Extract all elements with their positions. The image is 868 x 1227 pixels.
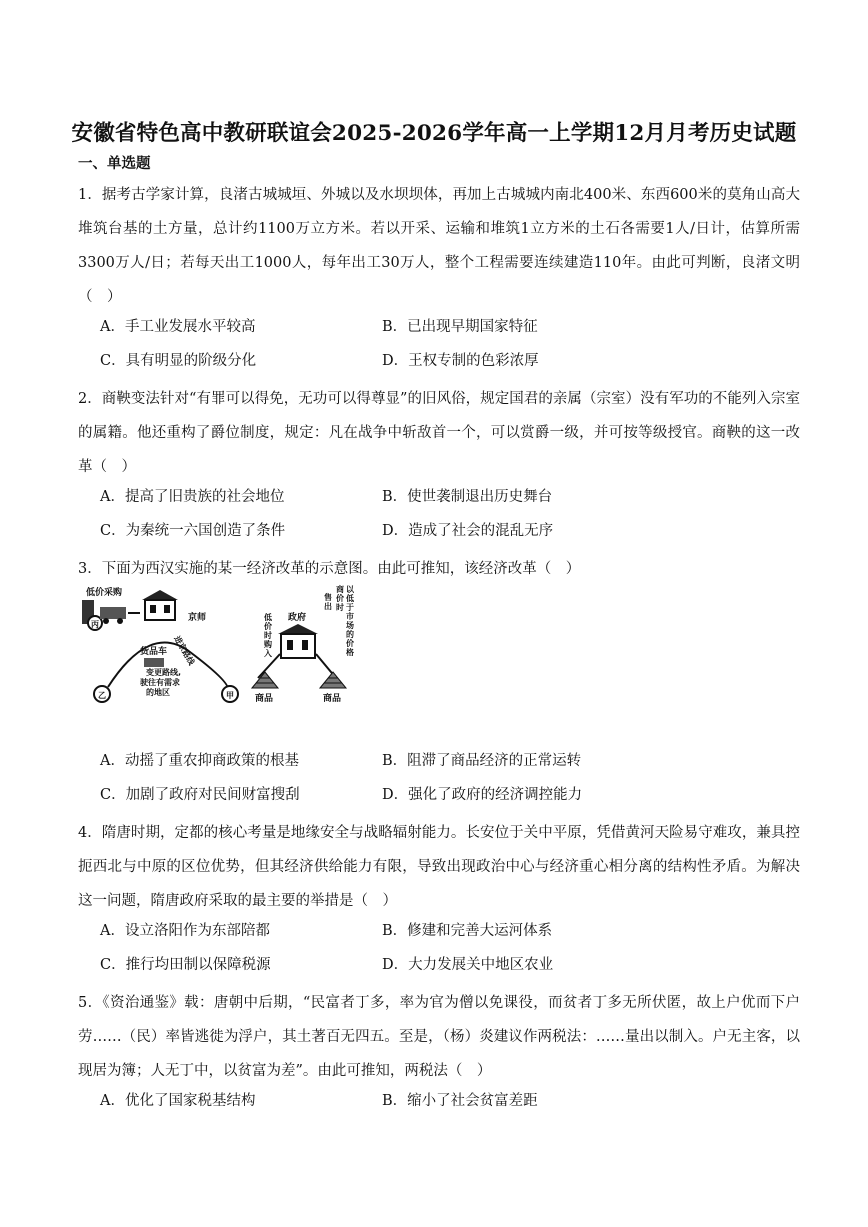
sell-char: 价 — [336, 594, 344, 603]
sell-char: 格 — [346, 648, 354, 657]
ox-cart-icon — [100, 607, 126, 624]
question-5-option-a[interactable]: A．优化了国家税基结构 — [100, 1093, 256, 1109]
goods-pile-left-icon — [252, 672, 278, 688]
sell-high-vertical-text — [324, 584, 355, 657]
buy-low-char: 低 — [264, 613, 272, 622]
question-3-option-b[interactable]: B．阻滞了商品经济的正常运转 — [382, 753, 582, 769]
place-jia-label: 甲 — [226, 691, 234, 700]
place-bing-label: 丙 — [91, 620, 99, 629]
section-heading: 一、单选题 — [78, 155, 151, 172]
question-4-option-a[interactable]: A．设立洛阳作为东部陪都 — [100, 923, 270, 939]
capital-label: 京师 — [188, 613, 207, 623]
sell-char: 于 — [346, 603, 354, 612]
low-buy-label: 低价采购 — [86, 588, 123, 598]
reform-diagram — [80, 582, 360, 705]
question-2-option-a[interactable]: A．提高了旧贵族的社会地位 — [100, 489, 285, 505]
question-5-stem: 5．《资治通鉴》载：唐朝中后期，“民富者丁多，率为官为僧以免课役，而贫者丁多无所伏匿，故上户优而下户劳……（民）率皆逃徙为浮户，其土著百无四五。至是，（杨）炎建议作两税法：……量出以制入。户无主客，以现居为簿；人无丁中，以贫富为差”。由此可推知，两税法（ ） — [78, 995, 800, 1079]
question-4-option-b[interactable]: B．修建和完善大运河体系 — [382, 923, 553, 939]
sell-char: 商 — [336, 585, 344, 594]
place-yi-label: 乙 — [98, 691, 106, 700]
buy-low-char: 价 — [264, 622, 272, 631]
question-1-option-a[interactable]: A．手工业发展水平较高 — [100, 319, 256, 335]
buy-low-char: 入 — [264, 649, 272, 658]
question-4-stem: 4．隋唐时期，定都的核心考量是地缘安全与战略辐射能力。长安位于关中平原，凭借黄河天险易守难攻，兼具控扼西北与中原的区位优势，但其经济供给能力有限，导致出现政治中心与经济重心相分离的结构性矛盾。为解决这一问题，隋唐政府采取的最主要的举措是（ ） — [78, 825, 800, 909]
goods-right-label: 商品 — [323, 694, 342, 704]
change-route-line-2: 驶往有需求 — [140, 678, 180, 687]
goods-left-label: 商品 — [255, 694, 274, 704]
change-route-line-3: 的地区 — [146, 688, 170, 697]
question-2-option-c[interactable]: C．为秦统一六国创造了条件 — [100, 523, 286, 539]
change-route-line-1: 变更路线, — [146, 668, 182, 677]
question-1-option-c[interactable]: C．具有明显的阶级分化 — [100, 353, 257, 369]
reform-diagram-svg — [80, 582, 360, 705]
sell-char: 的 — [346, 630, 354, 639]
sell-char: 价 — [346, 639, 354, 648]
question-3-option-d[interactable]: D．强化了政府的经济调控能力 — [382, 787, 583, 803]
buy-low-char: 时 — [264, 631, 272, 640]
capital-building-icon — [142, 590, 178, 620]
question-5-option-b[interactable]: B．缩小了社会贫富差距 — [382, 1093, 538, 1109]
question-2-option-b[interactable]: B．使世袭制退出历史舞台 — [382, 489, 553, 505]
government-building-icon — [278, 624, 318, 658]
sell-char: 出 — [324, 602, 332, 611]
buy-low-vertical-text — [263, 612, 272, 658]
question-1-option-b[interactable]: B．已出现早期国家特征 — [382, 319, 538, 335]
goods-cart-icon — [144, 658, 164, 667]
goods-cart-label: 货品车 — [140, 647, 168, 657]
sell-char: 市 — [346, 612, 354, 621]
sell-char: 以 — [346, 585, 354, 594]
question-2-stem: 2．商鞅变法针对“有罪可以得免，无功可以得尊显”的旧风俗，规定国君的亲属（宗室）没有军功的不能列入宗室的属籍。他还重构了爵位制度，规定：凡在战争中斩敌首一个，可以赏爵一级，并可按等级授官。商鞅的这一改革（ ） — [78, 391, 800, 475]
question-3-option-a[interactable]: A．动摇了重农抑商政策的根基 — [100, 753, 299, 769]
question-4-option-c[interactable]: C．推行均田制以保障税源 — [100, 957, 271, 973]
question-2-option-d[interactable]: D．造成了社会的混乱无序 — [382, 523, 554, 539]
question-3-option-c[interactable]: C．加剧了政府对民间财富搜刮 — [100, 787, 300, 803]
route-label: 进京路线 — [172, 634, 197, 667]
buy-low-char: 购 — [264, 640, 272, 649]
goods-pile-right-icon — [320, 672, 346, 688]
question-1-stem: 1．据考古学家计算，良渚古城城垣、外城以及水坝坝体，再加上古城城内南北400米、东西600米的莫角山高大堆筑台基的土方量，总计约1100万立方米。若以开采、运输和堆筑1立方米的土石各需要1人/日计，估算所需3300万人/日；若每天出工1000人，每年出工30万人，整个工程需要连续建造110年。由此可判断，良渚文明（ ） — [78, 187, 800, 305]
government-label: 政府 — [288, 613, 307, 623]
sell-char: 低 — [346, 594, 354, 603]
question-3-stem: 3．下面为西汉实施的某一经济改革的示意图。由此可推知，该经济改革（ ） — [78, 561, 581, 577]
sell-char: 时 — [336, 603, 344, 612]
sell-char: 场 — [346, 621, 354, 630]
exam-title: 安徽省特色高中教研联谊会2025-2026学年高一上学期12月月考历史试题 — [71, 121, 797, 146]
question-1-option-d[interactable]: D．王权专制的色彩浓厚 — [382, 353, 539, 369]
sell-char: 售 — [324, 593, 332, 602]
question-4-option-d[interactable]: D．大力发展关中地区农业 — [382, 957, 554, 973]
